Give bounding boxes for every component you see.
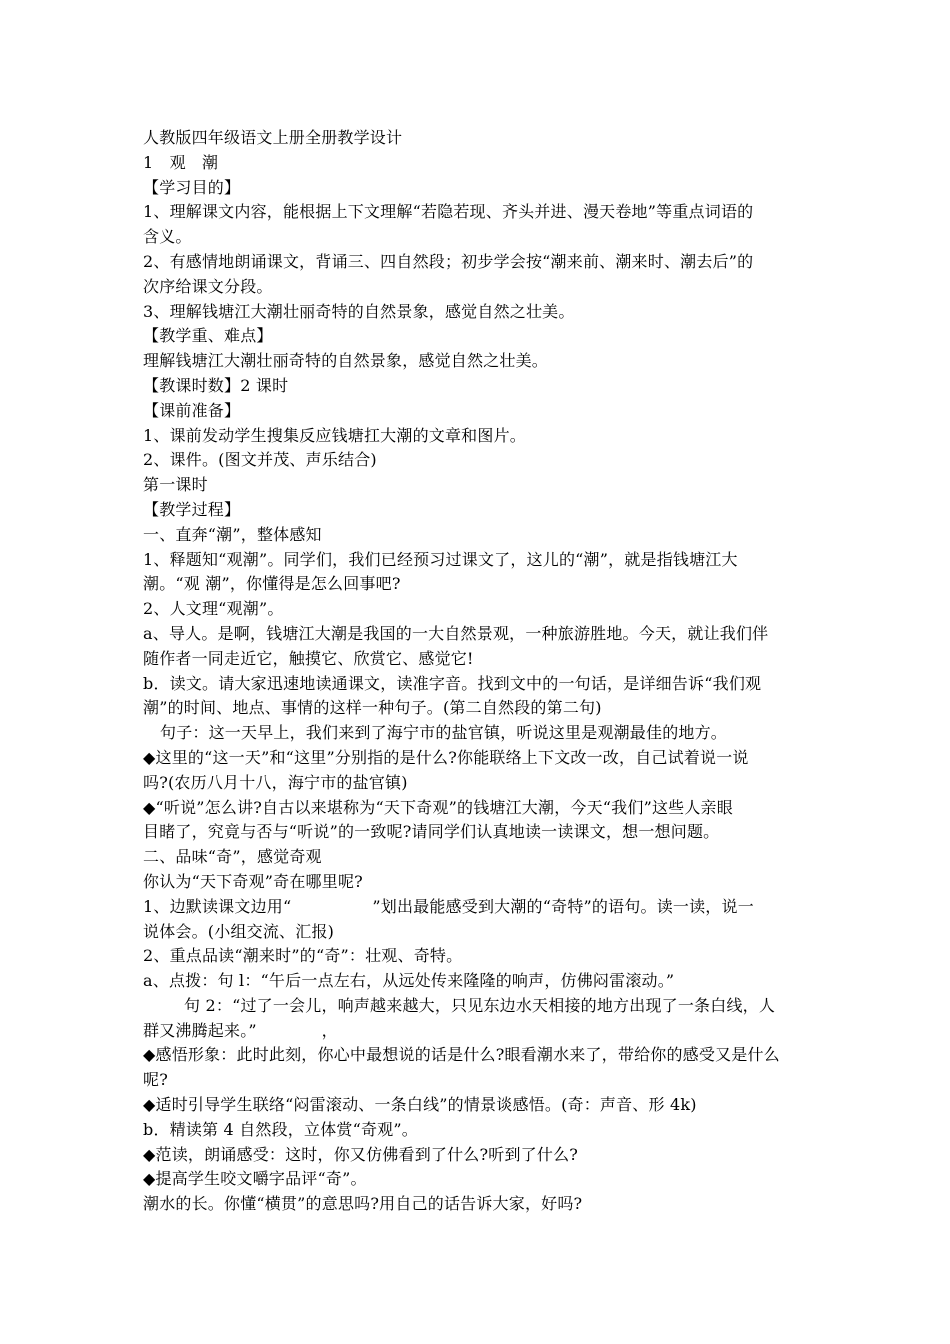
step-1-line-2: 潮。“观 潮”，你懂得是怎么回事吧? <box>143 574 401 594</box>
bullet-1-line-2: 吗?(农历八月十八，海宁市的盐官镇) <box>143 772 408 792</box>
bullet-6: ◆提高学生咬文嚼字品评“奇”。 <box>143 1169 367 1189</box>
key-points-text: 理解钱塘江大潮壮丽奇特的自然景象，感觉自然之壮美。 <box>143 351 549 371</box>
section-heading-class-hours: 【教课时数】2 课时 <box>143 375 289 395</box>
document-page <box>143 126 818 1217</box>
document-title: 人教版四年级语文上册全册教学设计 <box>143 128 403 147</box>
closing-line: 潮水的长。你懂“横贯”的意思吗?用自己的话告诉大家，好吗? <box>143 1194 583 1214</box>
section-heading-key-points: 【教学重、难点】 <box>143 326 273 346</box>
bullet-1-line-1: ◆这里的“这一天”和“这里”分别指的是什么?你能联络上下文改一改，自己试着说一说 <box>143 747 749 767</box>
step-b-heading: b．精读第 4 自然段，立体赏“奇观”。 <box>143 1119 418 1139</box>
first-lesson-heading: 第一课时 <box>143 475 208 495</box>
bullet-2-line-1: ◆“听说”怎么讲?自古以来堪称为“天下奇观”的钱塘江大潮，今天“我们”这些人亲眼 <box>143 797 733 817</box>
section-heading-objectives: 【学习目的】 <box>143 177 241 197</box>
bullet-3-line-2: 呢? <box>143 1070 168 1090</box>
part-2-step-2: 2、重点品读“潮来时”的“奇”：壮观、奇特。 <box>143 946 463 966</box>
step-2b-line-2: 潮”的时间、地点、事情的这样一种句子。(第二自然段的第二句) <box>143 698 602 718</box>
quoted-sentence: 句子：这一天早上，我们来到了海宁市的盐官镇，听说这里是观潮最佳的地方。 <box>160 723 728 743</box>
part-2-heading: 二、品味“奇”，感觉奇观 <box>143 847 322 867</box>
lesson-title: 1 观 潮 <box>143 152 219 172</box>
part-2-question: 你认为“天下奇观”奇在哪里呢? <box>143 871 363 891</box>
sentence-2-line-1: 句 2：“过了一会儿，响声越来越大，只见东边水天相接的地方出现了一条白线，人 <box>184 995 776 1015</box>
bullet-3-line-1: ◆感悟形象：此时此刻，你心中最想说的话是什么?眼看潮水来了，带给你的感受又是什么 <box>143 1045 780 1065</box>
section-heading-preparation: 【课前准备】 <box>143 400 241 420</box>
step-2: 2、人文理“观潮”。 <box>143 599 284 619</box>
step-2a-line-2: 随作者一同走近它，触摸它、欣赏它、感觉它! <box>143 648 474 668</box>
sentence-2-line-2: 群又沸腾起来。” ， <box>143 1020 338 1040</box>
objective-2-line-1: 2、有感情地朗诵课文，背诵三、四自然段；初步学会按“潮来前、潮来时、潮去后”的 <box>143 251 754 271</box>
preparation-2: 2、课件。(图文并茂、声乐结合) <box>143 450 377 470</box>
objective-1-line-2: 含义。 <box>143 227 192 247</box>
step-2a-line-1: a、导人。是啊，钱塘江大潮是我国的一大自然景观，一种旅游胜地。今天，就让我们伴 <box>143 623 769 643</box>
objective-2-line-2: 次序给课文分段。 <box>143 276 273 296</box>
objective-3: 3、理解钱塘江大潮壮丽奇特的自然景象，感觉自然之壮美。 <box>143 301 575 321</box>
part-2-step-1-line-1: 1、边默读课文边用“ ”划出最能感受到大潮的“奇特”的语句。读一读，说一 <box>143 896 754 916</box>
bullet-4: ◆适时引导学生联络“闷雷滚动、一条白线”的情景谈感悟。(奇：声音、形 4k) <box>143 1095 697 1115</box>
bullet-5: ◆范读，朗诵感受：这时，你又仿佛看到了什么?听到了什么? <box>143 1144 579 1164</box>
bullet-2-line-2: 目睹了，究竟与否与“听说”的一致呢?请同学们认真地读一读课文，想一想问题。 <box>143 822 720 842</box>
part-2-step-1-line-2: 说体会。(小组交流、汇报) <box>143 921 335 941</box>
preparation-1: 1、课前发动学生搜集反应钱塘扛大潮的文章和图片。 <box>143 425 526 445</box>
step-2b-line-1: b．读文。请大家迅速地读通课文，读准字音。找到文中的一句话，是详细告诉“我们观 <box>143 673 762 693</box>
sentence-1: a、点拨：句 l：“午后一点左右，从远处传来隆隆的响声，仿佛闷雷滚动。” <box>143 971 675 991</box>
objective-1-line-1: 1、理解课文内容，能根据上下文理解“若隐若现、齐头并进、漫天卷地”等重点词语的 <box>143 202 754 222</box>
step-1-line-1: 1、释题知“观潮”。同学们，我们已经预习过课文了，这儿的“潮”，就是指钱塘江大 <box>143 549 738 569</box>
part-1-heading: 一、直奔“潮”，整体感知 <box>143 524 322 544</box>
section-heading-process: 【教学过程】 <box>143 499 241 519</box>
